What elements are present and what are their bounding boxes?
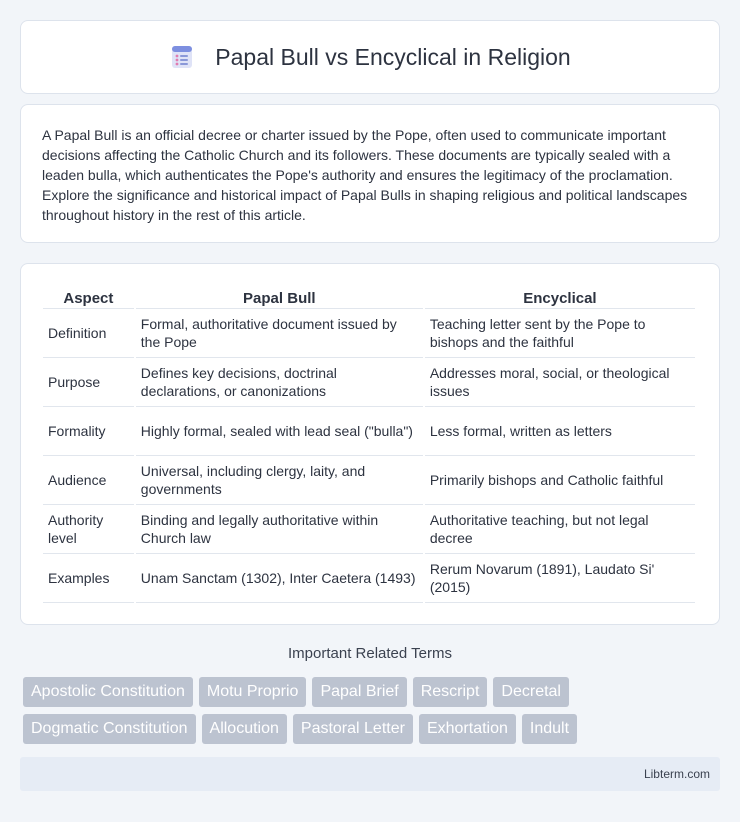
intro-card (20, 104, 720, 243)
row-encyclical: Less formal, written as letters (425, 407, 695, 456)
row-papal-bull: Highly formal, sealed with lead seal ("bulla") (136, 407, 423, 456)
table-row (43, 358, 695, 407)
footer-site-link[interactable]: Libterm.com (643, 767, 710, 781)
header-papal-bull: Papal Bull (136, 284, 423, 309)
header-aspect: Aspect (43, 284, 134, 309)
row-encyclical: Teaching letter sent by the Pope to bishops and the faithful (425, 309, 695, 358)
page-title: Papal Bull vs Encyclical in Religion (215, 43, 571, 70)
row-aspect: Authority level (43, 505, 134, 554)
row-aspect: Purpose (43, 358, 134, 407)
row-aspect: Definition (43, 309, 134, 358)
related-term-tag[interactable]: Indult (522, 714, 577, 744)
row-encyclical: Addresses moral, social, or theological issues (425, 358, 695, 407)
related-term-tag[interactable]: Allocution (202, 714, 287, 744)
row-papal-bull: Binding and legally authoritative within Church law (136, 505, 423, 554)
row-papal-bull: Defines key decisions, doctrinal declarations, or canonizations (136, 358, 423, 407)
document-list-icon (169, 44, 195, 70)
header-encyclical: Encyclical (425, 284, 695, 309)
table-row (43, 554, 695, 603)
comparison-table-card (20, 263, 720, 625)
related-term-tag[interactable]: Pastoral Letter (293, 714, 413, 744)
table-row (43, 456, 695, 505)
related-term-tag[interactable]: Motu Proprio (199, 677, 307, 707)
row-encyclical: Rerum Novarum (1891), Laudato Si' (2015) (425, 554, 695, 603)
row-papal-bull: Unam Sanctam (1302), Inter Caetera (1493) (136, 554, 423, 603)
row-aspect: Audience (43, 456, 134, 505)
title-card (20, 20, 720, 94)
row-papal-bull: Formal, authoritative document issued by the Pope (136, 309, 423, 358)
related-term-tag[interactable]: Exhortation (419, 714, 516, 744)
comparison-table (41, 284, 697, 603)
row-aspect: Formality (43, 407, 134, 456)
table-row (43, 505, 695, 554)
related-term-tag[interactable]: Apostolic Constitution (23, 677, 193, 707)
related-terms-title: Important Related Terms (288, 645, 452, 662)
row-aspect: Examples (43, 554, 134, 603)
row-encyclical: Primarily bishops and Catholic faithful (425, 456, 695, 505)
footer (20, 757, 720, 791)
table-header-row (43, 284, 695, 309)
row-encyclical: Authoritative teaching, but not legal decree (425, 505, 695, 554)
related-term-tag[interactable]: Decretal (493, 677, 569, 707)
table-row (43, 309, 695, 358)
intro-text: A Papal Bull is an official decree or charter issued by the Pope, often used to communicate important decisions affecting the Catholic Church and its followers. These documents are typically sealed with a leaden bulla, which authenticates the Pope's authority and ensures the legitimacy of the proclamation. Explore the significance and historical impact of Papal Bulls in shaping religious and political landscapes throughout history in the rest of this article. (42, 127, 688, 223)
related-term-tag[interactable]: Papal Brief (312, 677, 406, 707)
row-papal-bull: Universal, including clergy, laity, and governments (136, 456, 423, 505)
related-term-tag[interactable]: Dogmatic Constitution (23, 714, 196, 744)
related-terms-list (23, 677, 723, 744)
related-term-tag[interactable]: Rescript (413, 677, 488, 707)
table-row (43, 407, 695, 456)
